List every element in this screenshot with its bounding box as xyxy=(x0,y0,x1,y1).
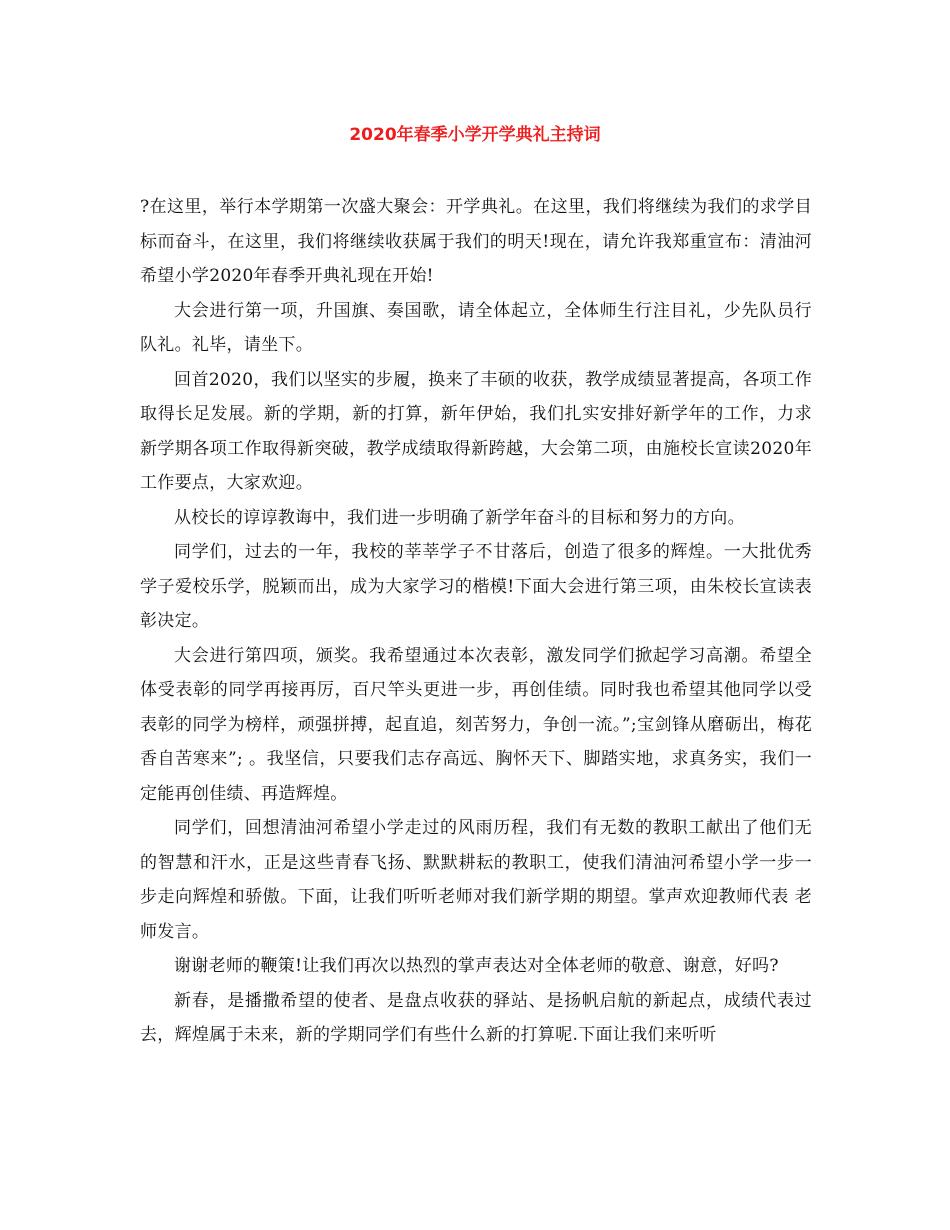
paragraph-flag-ceremony: 大会进行第一项，升国旗、奏国歌，请全体起立，全体师生行注目礼，少先队员行队礼。礼毕，请坐下。 xyxy=(140,300,812,355)
paragraph-awards: 大会进行第四项，颁奖。我希望通过本次表彰，激发同学们掀起学习高潮。希望全体受表彰的同学再接再厉，百尺竿头更进一步，再创佳绩。同时我也希望其他同学以受表彰的同学为榜样，顽强拼搏，起直追，刻苦努力，争创一流。”;宝剑锋从磨砺出，梅花香自苦寒来”; 。我坚信，只要我们志存高远、胸怀天下、脚踏实地，求真务实，我们一定能再创佳绩、再造辉煌。 xyxy=(140,645,812,804)
document-body xyxy=(140,190,812,1053)
paragraph-opening: ?在这里，举行本学期第一次盛大聚会：开学典礼。在这里，我们将继续为我们的求学目标而奋斗，在这里，我们将继续收获属于我们的明天!现在，请允许我郑重宣布：清油河希望小学2020年春季开典礼现在开始! xyxy=(140,197,812,286)
paragraph-new-spring: 新春，是播撒希望的使者、是盘点收获的驿站、是扬帆启航的新起点，成绩代表过去，辉煌属于未来，新的学期同学们有些什么新的打算呢.下面让我们来听听 xyxy=(140,990,812,1045)
paragraph-students-achievement: 同学们，过去的一年，我校的莘莘学子不甘落后，创造了很多的辉煌。一大批优秀学子爱校乐学，脱颖而出，成为大家学习的楷模!下面大会进行第三项，由朱校长宣读表彰决定。 xyxy=(140,542,812,631)
paragraph-principal-teaching: 从校长的谆谆教诲中，我们进一步明确了新学年奋斗的目标和努力的方向。 xyxy=(174,507,745,528)
document-title: 2020年春季小学开学典礼主持词 xyxy=(349,125,601,145)
paragraph-teachers: 同学们，回想清油河希望小学走过的风雨历程，我们有无数的教职工献出了他们无的智慧和汗水，正是这些青春飞扬、默默耕耘的教职工，使我们清油河希望小学一步一步走向辉煌和骄傲。下面，让我们听听老师对我们新学期的期望。掌声欢迎教师代表 老师发言。 xyxy=(140,818,812,942)
paragraph-thanks: 谢谢老师的鞭策!让我们再次以热烈的掌声表达对全体老师的敬意、谢意，好吗? xyxy=(174,956,779,976)
paragraph-review: 回首2020，我们以坚实的步履，换来了丰硕的收获，教学成绩显著提高，各项工作取得长足发展。新的学期，新的打算，新年伊始，我们扎实安排好新学年的工作，力求新学期各项工作取得新突破，教学成绩取得新跨越，大会第二项，由施校长宣读2020年工作要点，大家欢迎。 xyxy=(140,369,812,493)
